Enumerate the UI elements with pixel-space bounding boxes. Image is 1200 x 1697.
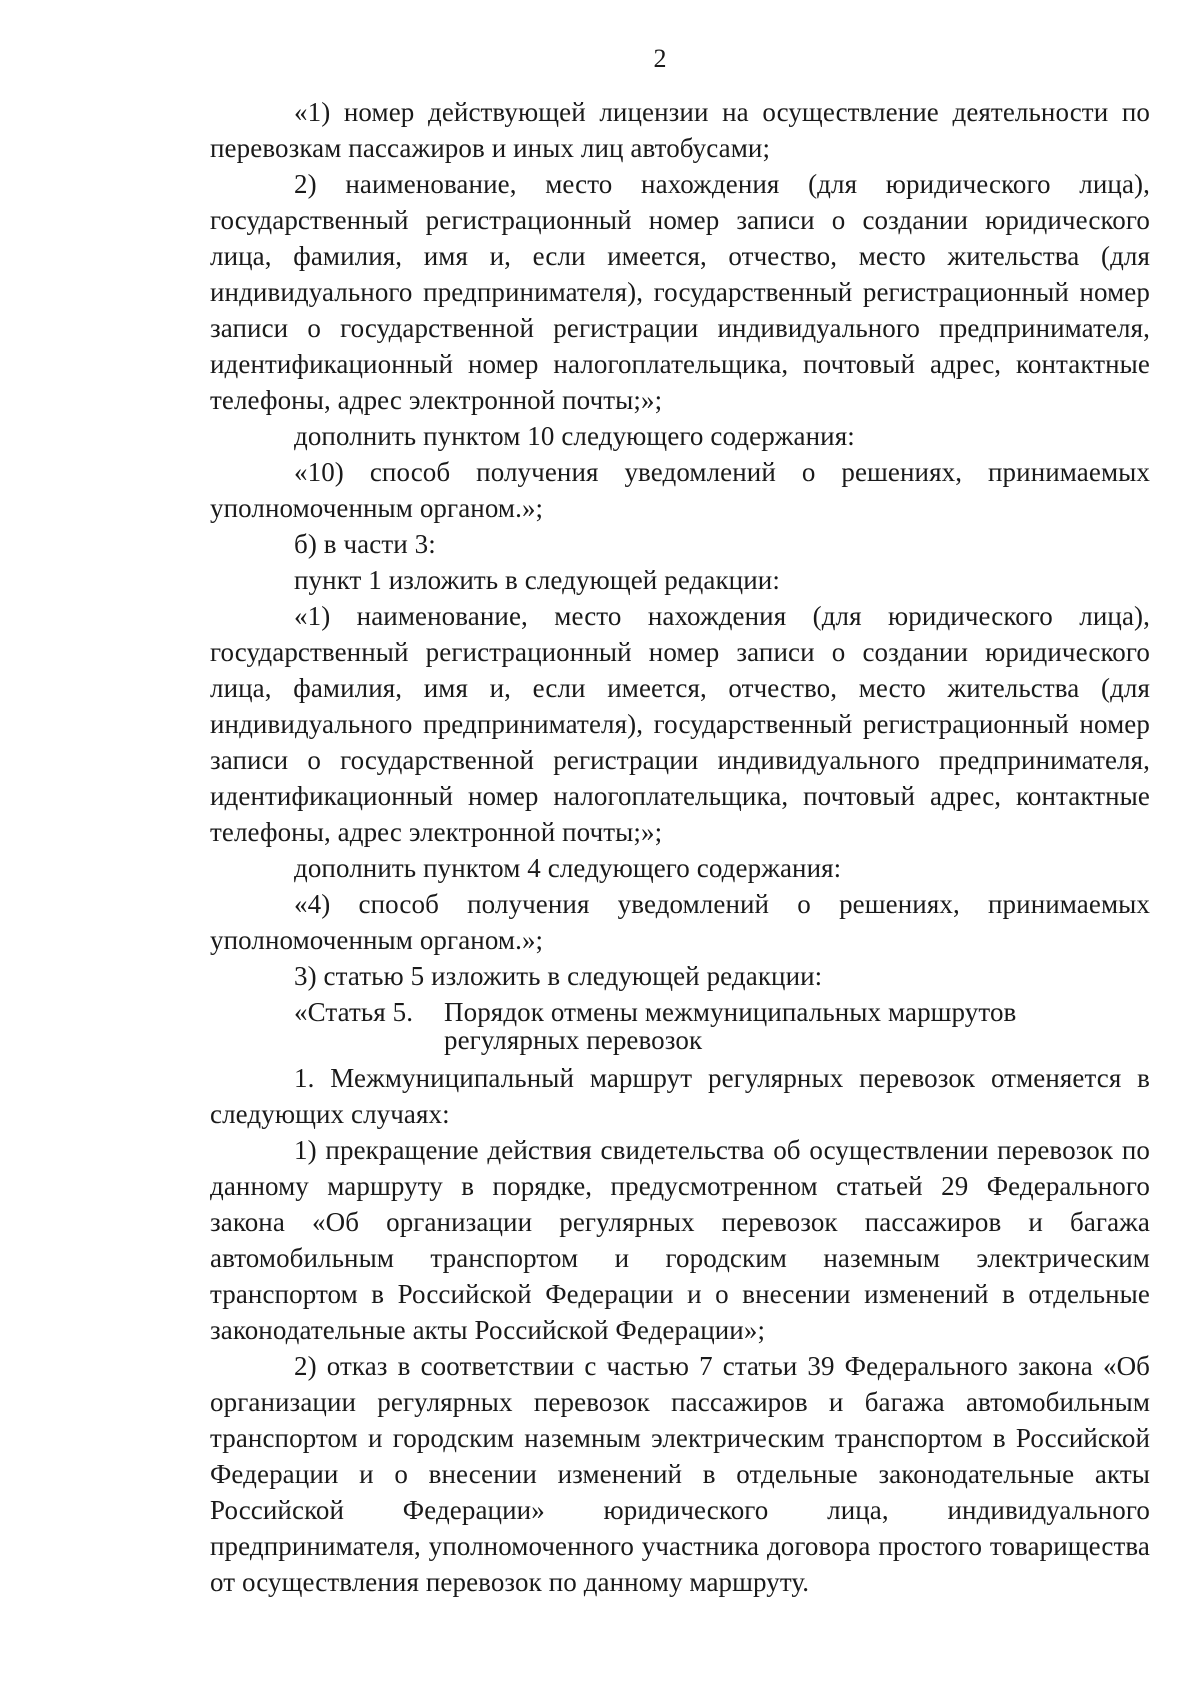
paragraph: б) в части 3: xyxy=(294,529,436,559)
paragraph: 1. Межмуниципальный маршрут регулярных перевозок отменяется в следующих случаях: xyxy=(210,1063,1150,1129)
paragraph: «10) способ получения уведомлений о решениях, принимаемых уполномоченным органом.»; xyxy=(210,457,1150,523)
paragraph: 1) прекращение действия свидетельства об осуществлении перевозок по данному маршруту в порядке, предусмотренном статьей 29 Федерального закона «Об организации регулярных перевозок пассажиров и багажа автомобильным транспортом и городским наземным электрическим транспортом в Российской Федерации и о внесении изменений в отдельные законодательные акты Российской Федерации»; xyxy=(210,1135,1150,1345)
page-number: 2 xyxy=(653,44,667,73)
document-body xyxy=(210,94,1150,1600)
article-title xyxy=(444,998,1044,1054)
paragraph: дополнить пунктом 4 следующего содержания: xyxy=(294,853,842,883)
article-number: «Статья 5. xyxy=(294,997,414,1027)
paragraph: 2) наименование, место нахождения (для юридического лица), государственный регистрационный номер записи о создании юридического лица, фамилия, имя и, если имеется, отчество, место жительства (для индивидуального предпринимателя), государственный регистрационный номер записи о государственной регистрации индивидуального предпринимателя, идентификационный номер налогоплательщика, почтовый адрес, контактные телефоны, адрес электронной почты;»; xyxy=(210,169,1150,415)
paragraph: пункт 1 изложить в следующей редакции: xyxy=(294,565,780,595)
paragraph: «1) номер действующей лицензии на осуществление деятельности по перевозкам пассажиров и иных лиц автобусами; xyxy=(210,97,1150,163)
article-title-line: регулярных перевозок xyxy=(444,1025,703,1055)
paragraph: «4) способ получения уведомлений о решениях, принимаемых уполномоченным органом.»; xyxy=(210,889,1150,955)
article-title-line: Порядок отмены межмуниципальных маршрутов xyxy=(444,997,1017,1027)
article-heading xyxy=(210,998,1150,1054)
paragraph: «1) наименование, место нахождения (для юридического лица), государственный регистрационный номер записи о создании юридического лица, фамилия, имя и, если имеется, отчество, место жительства (для индивидуального предпринимателя), государственный регистрационный номер записи о государственной регистрации индивидуального предпринимателя, идентификационный номер налогоплательщика, почтовый адрес, контактные телефоны, адрес электронной почты;»; xyxy=(210,601,1150,847)
paragraph: дополнить пунктом 10 следующего содержания: xyxy=(294,421,855,451)
paragraph: 2) отказ в соответствии с частью 7 статьи 39 Федерального закона «Об организации регулярных перевозок пассажиров и багажа автомобильным транспортом и городским наземным электрическим транспортом в Российской Федерации и о внесении изменений в отдельные законодательные акты Российской Федерации» юридического лица, индивидуального предпринимателя, уполномоченного участника договора простого товарищества от осуществления перевозок по данному маршруту. xyxy=(210,1351,1150,1597)
paragraph: 3) статью 5 изложить в следующей редакции: xyxy=(294,961,823,991)
